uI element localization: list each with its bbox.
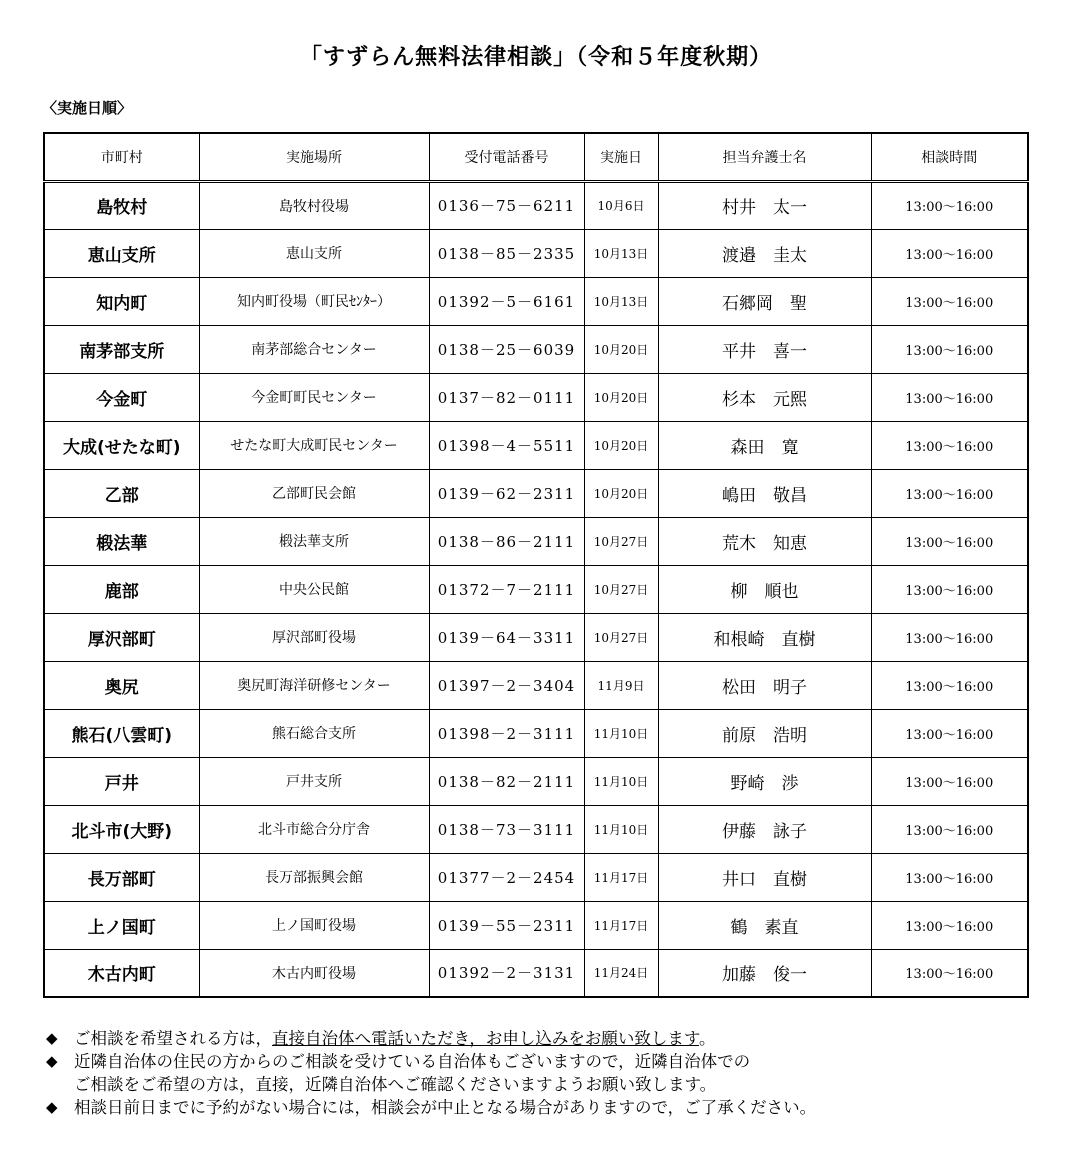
lawyer-cell: 森田 寛 bbox=[658, 421, 871, 469]
table-row bbox=[44, 421, 1028, 469]
venue-cell: 恵山支所 bbox=[199, 229, 429, 277]
note-1-text: ご相談を希望される方は， bbox=[74, 1029, 272, 1048]
time-cell: 13:00～16:00 bbox=[871, 517, 1028, 565]
time-cell: 13:00～16:00 bbox=[871, 181, 1028, 229]
phone-cell: 0137－82－0111 bbox=[429, 373, 584, 421]
lawyer-cell: 嶋田 敬昌 bbox=[658, 469, 871, 517]
date-cell: 10月20日 bbox=[584, 373, 658, 421]
municipality-cell: 熊石(八雲町) bbox=[44, 709, 199, 757]
date-cell: 11月10日 bbox=[584, 805, 658, 853]
note-item bbox=[46, 1027, 1036, 1050]
header-venue: 実施場所 bbox=[199, 133, 429, 181]
lawyer-cell: 村井 太一 bbox=[658, 181, 871, 229]
time-cell: 13:00～16:00 bbox=[871, 469, 1028, 517]
note-1-underlined: 直接自治体へ電話いただき，お申し込みをお願い致します bbox=[272, 1029, 700, 1048]
municipality-cell: 長万部町 bbox=[44, 853, 199, 901]
time-cell: 13:00～16:00 bbox=[871, 373, 1028, 421]
notes-section bbox=[46, 1027, 1036, 1119]
phone-cell: 0138－73－3111 bbox=[429, 805, 584, 853]
phone-cell: 0138－86－2111 bbox=[429, 517, 584, 565]
municipality-cell: 乙部 bbox=[44, 469, 199, 517]
phone-cell: 0139－62－2311 bbox=[429, 469, 584, 517]
lawyer-cell: 前原 浩明 bbox=[658, 709, 871, 757]
table-row bbox=[44, 277, 1028, 325]
page-title: 「すずらん無料法律相談」（令和５年度秋期） bbox=[299, 45, 773, 70]
time-cell: 13:00～16:00 bbox=[871, 325, 1028, 373]
time-cell: 13:00～16:00 bbox=[871, 853, 1028, 901]
table-header-row bbox=[44, 133, 1028, 181]
date-cell: 11月17日 bbox=[584, 901, 658, 949]
table-row bbox=[44, 661, 1028, 709]
municipality-cell: 木古内町 bbox=[44, 949, 199, 997]
table-row bbox=[44, 229, 1028, 277]
date-cell: 10月20日 bbox=[584, 469, 658, 517]
lawyer-cell: 杉本 元熙 bbox=[658, 373, 871, 421]
venue-cell: 南茅部総合センター bbox=[199, 325, 429, 373]
time-cell: 13:00～16:00 bbox=[871, 661, 1028, 709]
municipality-cell: 厚沢部町 bbox=[44, 613, 199, 661]
venue-cell: せたな町大成町民センター bbox=[199, 421, 429, 469]
note-item bbox=[46, 1050, 1036, 1073]
phone-cell: 0139－64－3311 bbox=[429, 613, 584, 661]
lawyer-cell: 渡邉 圭太 bbox=[658, 229, 871, 277]
section-subtitle: 〈実施日順〉 bbox=[42, 99, 133, 117]
note-2-line-1: 近隣自治体の住民の方からのご相談を受けている自治体もございますので，近隣自治体での bbox=[74, 1052, 751, 1071]
venue-cell: 上ノ国町役場 bbox=[199, 901, 429, 949]
time-cell: 13:00～16:00 bbox=[871, 805, 1028, 853]
table-row bbox=[44, 709, 1028, 757]
table-row bbox=[44, 565, 1028, 613]
lawyer-cell: 平井 喜一 bbox=[658, 325, 871, 373]
date-cell: 11月10日 bbox=[584, 709, 658, 757]
municipality-cell: 大成(せたな町) bbox=[44, 421, 199, 469]
venue-cell: 厚沢部町役場 bbox=[199, 613, 429, 661]
date-cell: 10月27日 bbox=[584, 613, 658, 661]
phone-cell: 0138－82－2111 bbox=[429, 757, 584, 805]
municipality-cell: 島牧村 bbox=[44, 181, 199, 229]
phone-cell: 01392－2－3131 bbox=[429, 949, 584, 997]
time-cell: 13:00～16:00 bbox=[871, 709, 1028, 757]
venue-cell: 北斗市総合分庁舎 bbox=[199, 805, 429, 853]
lawyer-cell: 伊藤 詠子 bbox=[658, 805, 871, 853]
time-cell: 13:00～16:00 bbox=[871, 613, 1028, 661]
diamond-bullet-icon: ◆ bbox=[46, 1098, 58, 1116]
header-phone: 受付電話番号 bbox=[429, 133, 584, 181]
table-row bbox=[44, 517, 1028, 565]
venue-cell: 奥尻町海洋研修センター bbox=[199, 661, 429, 709]
venue-cell: 島牧村役場 bbox=[199, 181, 429, 229]
lawyer-cell: 鶴 素直 bbox=[658, 901, 871, 949]
table-row bbox=[44, 901, 1028, 949]
phone-cell: 01397－2－3404 bbox=[429, 661, 584, 709]
table-row bbox=[44, 853, 1028, 901]
lawyer-cell: 柳 順也 bbox=[658, 565, 871, 613]
venue-cell: 熊石総合支所 bbox=[199, 709, 429, 757]
venue-cell: 長万部振興会館 bbox=[199, 853, 429, 901]
note-2-line-2: ご相談をご希望の方は，直接，近隣自治体へご確認くださいますようお願い致します。 bbox=[74, 1075, 717, 1094]
note-1-end: 。 bbox=[699, 1029, 716, 1048]
table-body bbox=[44, 181, 1028, 997]
phone-cell: 01398－2－3111 bbox=[429, 709, 584, 757]
table-row bbox=[44, 949, 1028, 997]
venue-cell: 知内町役場（町民ｾﾝﾀｰ） bbox=[199, 277, 429, 325]
time-cell: 13:00～16:00 bbox=[871, 565, 1028, 613]
phone-cell: 01392－5－6161 bbox=[429, 277, 584, 325]
diamond-bullet-icon: ◆ bbox=[46, 1029, 58, 1047]
lawyer-cell: 野崎 渉 bbox=[658, 757, 871, 805]
phone-cell: 0138－85－2335 bbox=[429, 229, 584, 277]
phone-cell: 0136－75－6211 bbox=[429, 181, 584, 229]
header-date: 実施日 bbox=[584, 133, 658, 181]
phone-cell: 01377－2－2454 bbox=[429, 853, 584, 901]
venue-cell: 椴法華支所 bbox=[199, 517, 429, 565]
table-row bbox=[44, 325, 1028, 373]
date-cell: 10月20日 bbox=[584, 325, 658, 373]
lawyer-cell: 和根崎 直樹 bbox=[658, 613, 871, 661]
venue-cell: 今金町町民センター bbox=[199, 373, 429, 421]
header-time: 相談時間 bbox=[871, 133, 1028, 181]
venue-cell: 中央公民館 bbox=[199, 565, 429, 613]
phone-cell: 01372－7－2111 bbox=[429, 565, 584, 613]
time-cell: 13:00～16:00 bbox=[871, 901, 1028, 949]
diamond-bullet-icon: ◆ bbox=[46, 1052, 58, 1070]
table-row bbox=[44, 181, 1028, 229]
lawyer-cell: 石郷岡 聖 bbox=[658, 277, 871, 325]
lawyer-cell: 加藤 俊一 bbox=[658, 949, 871, 997]
header-lawyer: 担当弁護士名 bbox=[658, 133, 871, 181]
date-cell: 11月9日 bbox=[584, 661, 658, 709]
date-cell: 10月27日 bbox=[584, 517, 658, 565]
header-municipality: 市町村 bbox=[44, 133, 199, 181]
municipality-cell: 恵山支所 bbox=[44, 229, 199, 277]
municipality-cell: 椴法華 bbox=[44, 517, 199, 565]
date-cell: 11月24日 bbox=[584, 949, 658, 997]
municipality-cell: 南茅部支所 bbox=[44, 325, 199, 373]
time-cell: 13:00～16:00 bbox=[871, 229, 1028, 277]
phone-cell: 0139－55－2311 bbox=[429, 901, 584, 949]
municipality-cell: 今金町 bbox=[44, 373, 199, 421]
table-row bbox=[44, 757, 1028, 805]
date-cell: 11月10日 bbox=[584, 757, 658, 805]
date-cell: 10月27日 bbox=[584, 565, 658, 613]
date-cell: 10月13日 bbox=[584, 229, 658, 277]
municipality-cell: 上ノ国町 bbox=[44, 901, 199, 949]
table-row bbox=[44, 805, 1028, 853]
phone-cell: 0138－25－6039 bbox=[429, 325, 584, 373]
municipality-cell: 戸井 bbox=[44, 757, 199, 805]
note-3-text: 相談日前日までに予約がない場合には，相談会が中止となる場合がありますので，ご了承ください。 bbox=[74, 1098, 817, 1117]
date-cell: 11月17日 bbox=[584, 853, 658, 901]
table-row bbox=[44, 613, 1028, 661]
municipality-cell: 鹿部 bbox=[44, 565, 199, 613]
lawyer-cell: 荒木 知恵 bbox=[658, 517, 871, 565]
table-row bbox=[44, 469, 1028, 517]
time-cell: 13:00～16:00 bbox=[871, 757, 1028, 805]
note-item bbox=[46, 1096, 1036, 1119]
lawyer-cell: 松田 明子 bbox=[658, 661, 871, 709]
venue-cell: 木古内町役場 bbox=[199, 949, 429, 997]
time-cell: 13:00～16:00 bbox=[871, 949, 1028, 997]
date-cell: 10月6日 bbox=[584, 181, 658, 229]
municipality-cell: 知内町 bbox=[44, 277, 199, 325]
lawyer-cell: 井口 直樹 bbox=[658, 853, 871, 901]
venue-cell: 戸井支所 bbox=[199, 757, 429, 805]
time-cell: 13:00～16:00 bbox=[871, 277, 1028, 325]
table-row bbox=[44, 373, 1028, 421]
venue-cell: 乙部町民会館 bbox=[199, 469, 429, 517]
schedule-table bbox=[43, 132, 1029, 998]
municipality-cell: 奥尻 bbox=[44, 661, 199, 709]
date-cell: 10月20日 bbox=[584, 421, 658, 469]
date-cell: 10月13日 bbox=[584, 277, 658, 325]
time-cell: 13:00～16:00 bbox=[871, 421, 1028, 469]
municipality-cell: 北斗市(大野) bbox=[44, 805, 199, 853]
phone-cell: 01398－4－5511 bbox=[429, 421, 584, 469]
